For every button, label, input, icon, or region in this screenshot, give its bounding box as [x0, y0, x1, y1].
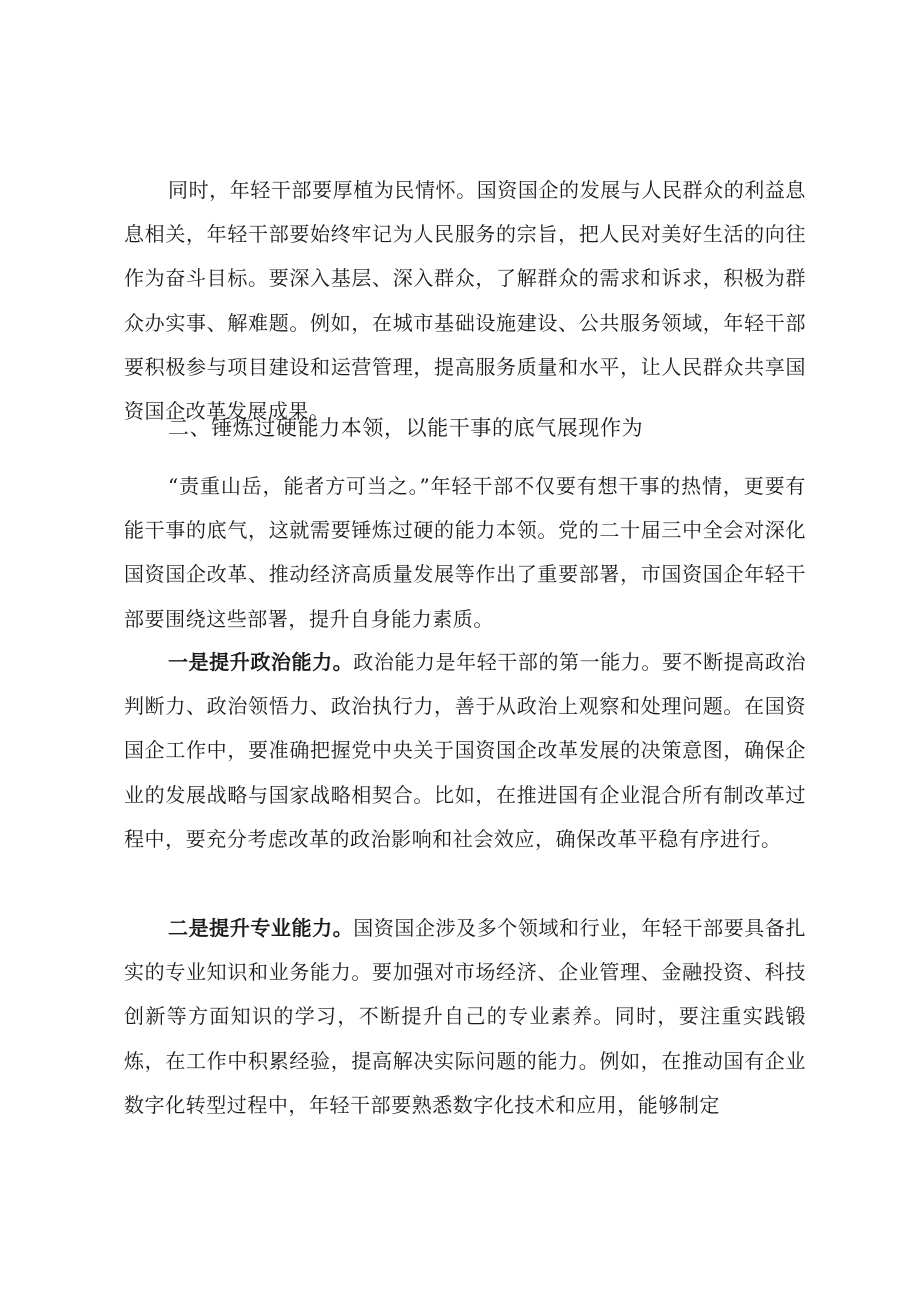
paragraph-professional-ability: [124, 906, 806, 1127]
paragraph-lead-professional: 二是提升专业能力。: [168, 916, 354, 940]
paragraph-body-political: 政治能力是年轻干部的第一能力。要不断提高政治判断力、政治领悟力、政治执行力，善于从政治上观察和处理问题。在国资国企工作中，要准确把握党中央关于国资国企改革发展的决策意图，确保企业的发展战略与国家战略相契合。比如，在推进国有企业混合所有制改革过程中，要充分考虑改革的政治影响和社会效应，确保改革平稳有序进行。: [124, 650, 806, 851]
paragraph-capability-intro: “责重山岳，能者方可当之。”年轻干部不仅要有想干事的热情，更要有能干事的底气，这就需要锤炼过硬的能力本领。党的二十届三中全会对深化国资国企改革、推动经济高质量发展等作出了重要部署，市国资国企年轻干部要围绕这些部署，提升自身能力素质。: [124, 474, 806, 631]
paragraph-public-service: 同时，年轻干部要厚植为民情怀。国资国企的发展与人民群众的利益息息相关，年轻干部要始终牢记为人民服务的宗旨，把人民对美好生活的向往作为奋斗目标。要深入基层、深入群众，了解群众的需求和诉求，积极为群众办实事、解难题。例如，在城市基础设施建设、公共服务领域，年轻干部要积极参与项目建设和运营管理，提高服务质量和水平，让人民群众共享国资国企改革发展成果。: [124, 178, 806, 424]
paragraph-lead-political: 一是提升政治能力。: [168, 650, 354, 674]
paragraph-body-professional: 国资国企涉及多个领域和行业，年轻干部要具备扎实的专业知识和业务能力。要加强对市场经济、企业管理、金融投资、科技创新等方面知识的学习，不断提升自己的专业素养。同时，要注重实践锻炼，在工作中积累经验，提高解决实际问题的能力。例如，在推动国有企业数字化转型过程中，年轻干部要熟悉数字化技术和应用，能够制定: [124, 916, 806, 1117]
paragraph-political-ability: [124, 640, 806, 861]
section-heading: 二、锤炼过硬能力本领，以能干事的底气展现作为: [168, 416, 644, 440]
